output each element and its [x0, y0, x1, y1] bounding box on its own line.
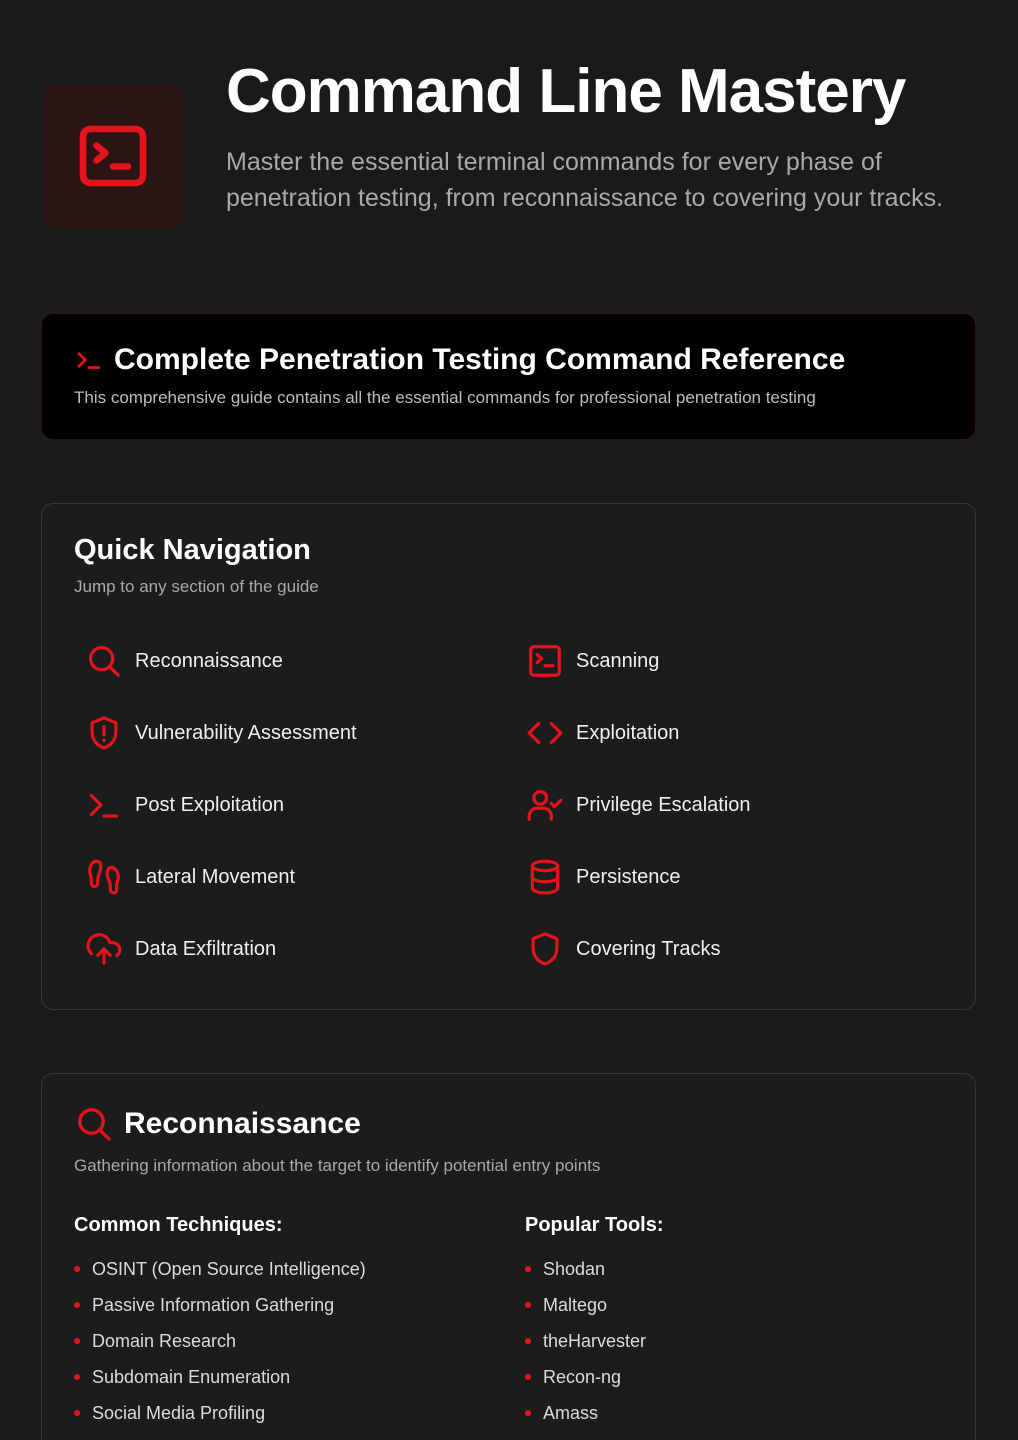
tools-list [525, 1256, 646, 1436]
footprints-icon [84, 857, 124, 897]
shield-icon [525, 929, 565, 969]
code-icon [525, 713, 565, 753]
list-item: Recon-ng [525, 1364, 646, 1400]
nav-item-lateral-movement[interactable] [84, 857, 295, 897]
quick-navigation-subtitle: Jump to any section of the guide [74, 577, 319, 596]
nav-item-label: Lateral Movement [135, 865, 296, 888]
list-item: Shodan [525, 1256, 646, 1292]
quick-navigation-card [41, 503, 976, 1010]
nav-item-label: Reconnaissance [135, 649, 283, 672]
reconnaissance-description: Gathering information about the target to identify potential entry points [74, 1156, 601, 1175]
quick-navigation-title: Quick Navigation [74, 534, 311, 566]
nav-item-label: Covering Tracks [576, 937, 721, 960]
list-item: theHarvester [525, 1328, 646, 1364]
cloud-upload-icon [84, 929, 124, 969]
nav-item-label: Scanning [576, 649, 660, 672]
terminal-square-icon [525, 641, 565, 681]
nav-item-label: Post Exploitation [135, 793, 284, 816]
nav-item-post-exploitation[interactable] [84, 785, 284, 825]
list-item: Domain Research [74, 1328, 366, 1364]
nav-item-reconnaissance[interactable] [84, 641, 283, 681]
shield-alert-icon [84, 713, 124, 753]
list-item: Subdomain Enumeration [74, 1364, 366, 1400]
terminal-square-icon [77, 120, 149, 192]
tools-heading: Popular Tools: [525, 1214, 664, 1236]
nav-item-data-exfiltration[interactable] [84, 929, 276, 969]
nav-item-label: Vulnerability Assessment [135, 721, 357, 744]
list-item: Maltego [525, 1292, 646, 1328]
nav-item-exploitation[interactable] [525, 713, 679, 753]
list-item: Social Media Profiling [74, 1400, 366, 1436]
techniques-list [74, 1256, 366, 1436]
banner-description: This comprehensive guide contains all the essential commands for professional penetration testing [74, 388, 816, 407]
search-icon [84, 641, 124, 681]
list-item: OSINT (Open Source Intelligence) [74, 1256, 366, 1292]
nav-item-persistence[interactable] [525, 857, 681, 897]
list-item: Passive Information Gathering [74, 1292, 366, 1328]
nav-item-label: Persistence [576, 865, 681, 888]
banner-title: Complete Penetration Testing Command Reference [114, 343, 846, 376]
techniques-heading: Common Techniques: [74, 1214, 283, 1236]
reconnaissance-title: Reconnaissance [124, 1107, 361, 1140]
nav-item-privilege-escalation[interactable] [525, 785, 751, 825]
page-title: Command Line Mastery [226, 57, 906, 126]
user-check-icon [525, 785, 565, 825]
reconnaissance-header [74, 1104, 361, 1144]
reconnaissance-section [41, 1073, 976, 1440]
terminal-prompt-icon [84, 785, 124, 825]
search-icon [74, 1104, 114, 1144]
page-subtitle: Master the essential terminal commands for every phase of penetration testing, from reconnaissance to covering your tracks. [226, 148, 944, 212]
nav-item-label: Data Exfiltration [135, 937, 277, 960]
nav-item-label: Privilege Escalation [576, 793, 751, 816]
nav-item-vulnerability-assessment[interactable] [84, 713, 357, 753]
terminal-prompt-icon [74, 345, 104, 375]
nav-item-scanning[interactable] [525, 641, 659, 681]
nav-item-covering-tracks[interactable] [525, 929, 721, 969]
banner-header [74, 342, 845, 378]
hero-icon-container [42, 85, 184, 227]
list-item: Amass [525, 1400, 646, 1436]
reference-banner [41, 313, 976, 440]
nav-item-label: Exploitation [576, 721, 680, 744]
database-icon [525, 857, 565, 897]
